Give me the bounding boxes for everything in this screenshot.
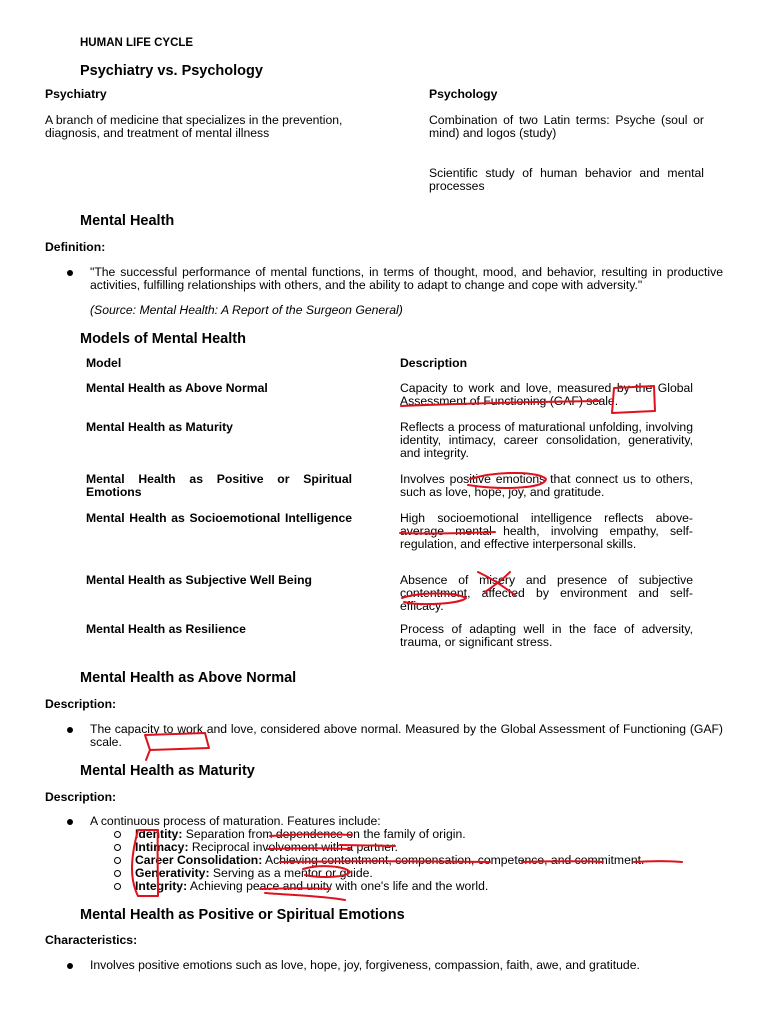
table-row-description: Process of adapting well in the face of adversity, trauma, or significant stress. <box>400 622 693 649</box>
table-row-description: Capacity to work and love, measured by the Global Assessment of Functioning (GAF) scale. <box>400 381 693 408</box>
table-row-description: Reflects a process of maturational unfolding, involving identity, intimacy, career consolidation, generativity, and integrity. <box>400 420 693 460</box>
description-label: Description: <box>45 697 117 711</box>
maturity-intro: A continuous process of maturation. Features include: <box>90 814 381 828</box>
models-title: Models of Mental Health <box>80 331 246 347</box>
table-row-model: Mental Health as Above Normal <box>86 381 268 395</box>
sub-bullet-circle <box>114 857 121 864</box>
list-item: Intimacy: Reciprocal involvement with a partner. <box>135 840 398 854</box>
list-item: Generativity: Serving as a mentor or guide. <box>135 866 373 880</box>
table-row-model: Mental Health as Resilience <box>86 622 246 636</box>
table-header-description: Description <box>400 356 468 370</box>
description-label: Description: <box>45 790 117 804</box>
psychology-text-1: Combination of two Latin terms: Psyche (soul or mind) and logos (study) <box>429 113 704 140</box>
sub-bullet-circle <box>114 844 121 851</box>
table-row-model: Mental Health as Subjective Well Being <box>86 573 312 587</box>
ink-underline-peace-2 <box>265 893 345 900</box>
mental-health-title: Mental Health <box>80 213 175 229</box>
psychology-text-2: Scientific study of human behavior and mental processes <box>429 166 704 193</box>
table-row-description: Involves positive emotions that connect us to others, such as love, hope, joy, and gratitude. <box>400 472 693 499</box>
definition-label: Definition: <box>45 240 106 254</box>
list-item: Integrity: Achieving peace and unity with one's life and the world. <box>135 879 489 893</box>
definition-source: (Source: Mental Health: A Report of the Surgeon General) <box>90 303 403 317</box>
table-row-model: Mental Health as Maturity <box>86 420 233 434</box>
table-row-model: Mental Health as Socioemotional Intelligence <box>86 511 352 525</box>
above-normal-text: The capacity to work and love, considered above normal. Measured by the Global Assessment of Functioning (GAF) scale. <box>90 722 723 749</box>
psychiatry-heading: Psychiatry <box>45 87 107 101</box>
list-item: Career Consolidation: Achieving contentment, compensation, competence, and commitment. <box>135 853 645 867</box>
positive-emotions-text: Involves positive emotions such as love, hope, joy, forgiveness, compassion, faith, awe, and gratitude. <box>90 958 640 972</box>
definition-quote: "The successful performance of mental functions, in terms of thought, mood, and behavior, resulting in productive activities, fulfilling relationships with others, and the ability to adapt to change and cope with adversity." <box>90 265 723 292</box>
sub-bullet-circle <box>114 870 121 877</box>
bullet-dot <box>67 727 73 733</box>
positive-emotions-title: Mental Health as Positive or Spiritual Emotions <box>80 907 405 923</box>
bullet-dot <box>67 819 73 825</box>
above-normal-title: Mental Health as Above Normal <box>80 670 297 686</box>
maturity-title: Mental Health as Maturity <box>80 763 255 779</box>
bullet-dot <box>67 963 73 969</box>
ink-tail <box>146 750 150 760</box>
bullet-dot <box>67 270 73 276</box>
table-row-description: High socioemotional intelligence reflects above-average mental health, involving empathy, self-regulation, and effective interpersonal skills. <box>400 511 693 551</box>
psychiatry-text: A branch of medicine that specializes in the prevention, diagnosis, and treatment of mental illness <box>45 113 343 140</box>
table-row-model: Mental Health as Positive or Spiritual Emotions <box>86 472 352 499</box>
list-item: Identity: Separation from dependence on the family of origin. <box>135 827 466 841</box>
document-title: HUMAN LIFE CYCLE <box>80 37 194 49</box>
sub-bullet-circle <box>114 883 121 890</box>
characteristics-label: Characteristics: <box>45 933 138 947</box>
sub-bullet-circle <box>114 831 121 838</box>
psychology-heading: Psychology <box>429 87 498 101</box>
table-header-model: Model <box>86 356 122 370</box>
table-row-description: Absence of misery and presence of subjective contentment, affected by environment and self-efficacy. <box>400 573 693 613</box>
section-title-psychiatry-vs-psychology: Psychiatry vs. Psychology <box>80 63 263 79</box>
